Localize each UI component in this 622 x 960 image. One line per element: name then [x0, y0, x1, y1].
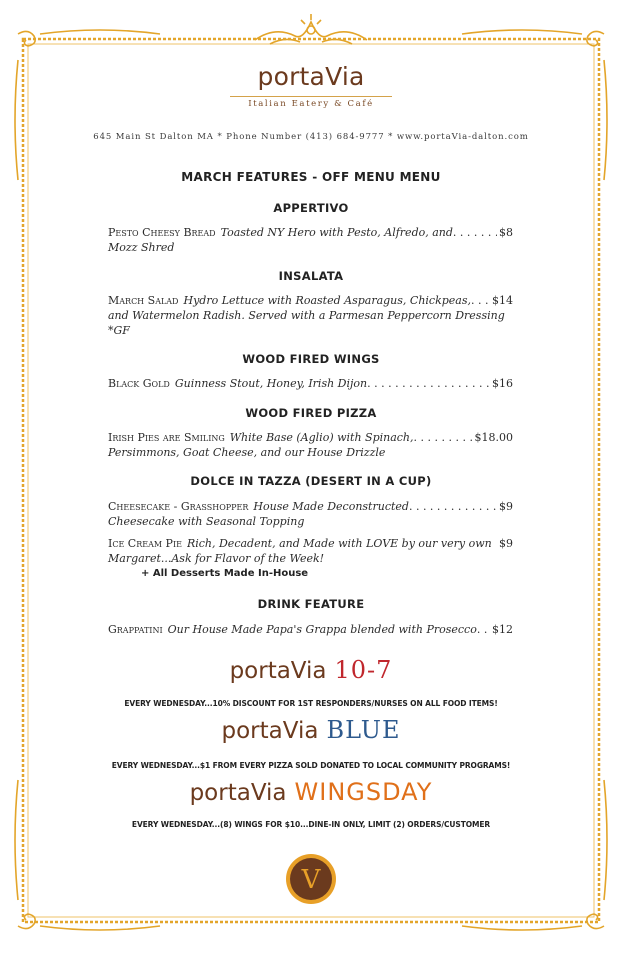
item-price: $14 [492, 294, 513, 307]
item-name: Pesto Cheesy Bread [108, 226, 216, 239]
promo-word: WINGSDAY [294, 778, 433, 806]
item-description: Our House Made Papa's Grappa blended with Prosecco [167, 623, 477, 636]
item-price: $9 [499, 500, 513, 513]
item-price: $12 [492, 623, 513, 636]
item-name: Black Gold [108, 377, 170, 390]
section-heading-wings: WOOD FIRED WINGS [242, 352, 380, 366]
menu-item [108, 499, 513, 529]
item-price: $18.00 [474, 431, 513, 444]
section-heading-dolce: DOLCE IN TAZZA (DESERT IN A CUP) [190, 474, 432, 488]
item-description-cont: Mozz Shred [108, 241, 175, 254]
menu-item [108, 293, 513, 338]
item-name: Cheesecake - Grasshopper [108, 500, 249, 513]
item-dietary-note: *GF [108, 324, 130, 337]
logo [0, 62, 622, 110]
menu-item [108, 622, 513, 637]
item-description: Rich, Decadent, and Made with LOVE by our very own [186, 537, 492, 550]
promo-brand: portaVia [189, 780, 287, 806]
item-price: $16 [492, 377, 513, 390]
item-description: House Made Deconstructed [253, 500, 409, 513]
promo-description: EVERY WEDNESDAY...(8) WINGS FOR $10...DINE-IN ONLY, LIMIT (2) ORDERS/CUSTOMER [131, 820, 491, 829]
promo-10-7 [0, 656, 622, 684]
section-heading-pizza: WOOD FIRED PIZZA [245, 406, 377, 420]
item-description-cont: Margaret...Ask for Flavor of the Week! [108, 552, 325, 565]
menu-item [108, 376, 513, 391]
item-name: March Salad [108, 294, 179, 307]
item-name: Grappatini [108, 623, 163, 636]
promo-brand: portaVia [221, 718, 319, 744]
menu-item [108, 430, 513, 460]
section-heading-insalata: INSALATA [278, 269, 344, 283]
menu-item [108, 536, 513, 566]
promo-blue [0, 716, 622, 744]
menu-item [108, 225, 513, 255]
item-description: White Base (Aglio) with Spinach, [229, 431, 414, 444]
section-heading-drink: DRINK FEATURE [257, 597, 365, 611]
logo-subtitle: Italian Eatery & Café [230, 96, 391, 109]
promo-word: 10-7 [334, 656, 393, 684]
desserts-note: + All Desserts Made In-House [141, 568, 309, 579]
item-price: $9 [499, 537, 513, 550]
item-description: Guinness Stout, Honey, Irish Dijon [174, 377, 368, 390]
item-name: Irish Pies are Smiling [108, 431, 225, 444]
menu-title: MARCH FEATURES - OFF MENU MENU [181, 170, 441, 184]
item-description-cont: Persimmons, Goat Cheese, and our House Drizzle [108, 446, 386, 459]
promo-word: BLUE [326, 716, 401, 744]
item-description-cont: and Watermelon Radish. Served with a Parmesan Peppercorn Dressing [108, 309, 505, 322]
section-heading-appertivo: APPERTIVO [273, 201, 349, 215]
promo-description: EVERY WEDNESDAY...$1 FROM EVERY PIZZA SOLD DONATED TO LOCAL COMMUNITY PROGRAMS! [111, 761, 511, 770]
item-price: $8 [499, 226, 513, 239]
item-name: Ice Cream Pie [108, 537, 182, 550]
promo-brand: portaVia [229, 658, 327, 684]
address-line: 645 Main St Dalton MA * Phone Number (413) 684-9777 * www.portaVia-dalton.com [93, 132, 529, 142]
badge-letter: V [301, 865, 321, 895]
item-description-cont: Cheesecake with Seasonal Topping [108, 515, 305, 528]
item-description: Toasted NY Hero with Pesto, Alfredo, and [220, 226, 453, 239]
item-description: Hydro Lettuce with Roasted Asparagus, Chickpeas, [183, 294, 471, 307]
logo-name: portaVia [257, 62, 365, 91]
promo-description: EVERY WEDNESDAY...10% DISCOUNT FOR 1ST RESPONDERS/NURSES ON ALL FOOD ITEMS! [124, 699, 498, 708]
promo-wingsday [0, 778, 622, 806]
v-logo-badge [285, 853, 337, 905]
